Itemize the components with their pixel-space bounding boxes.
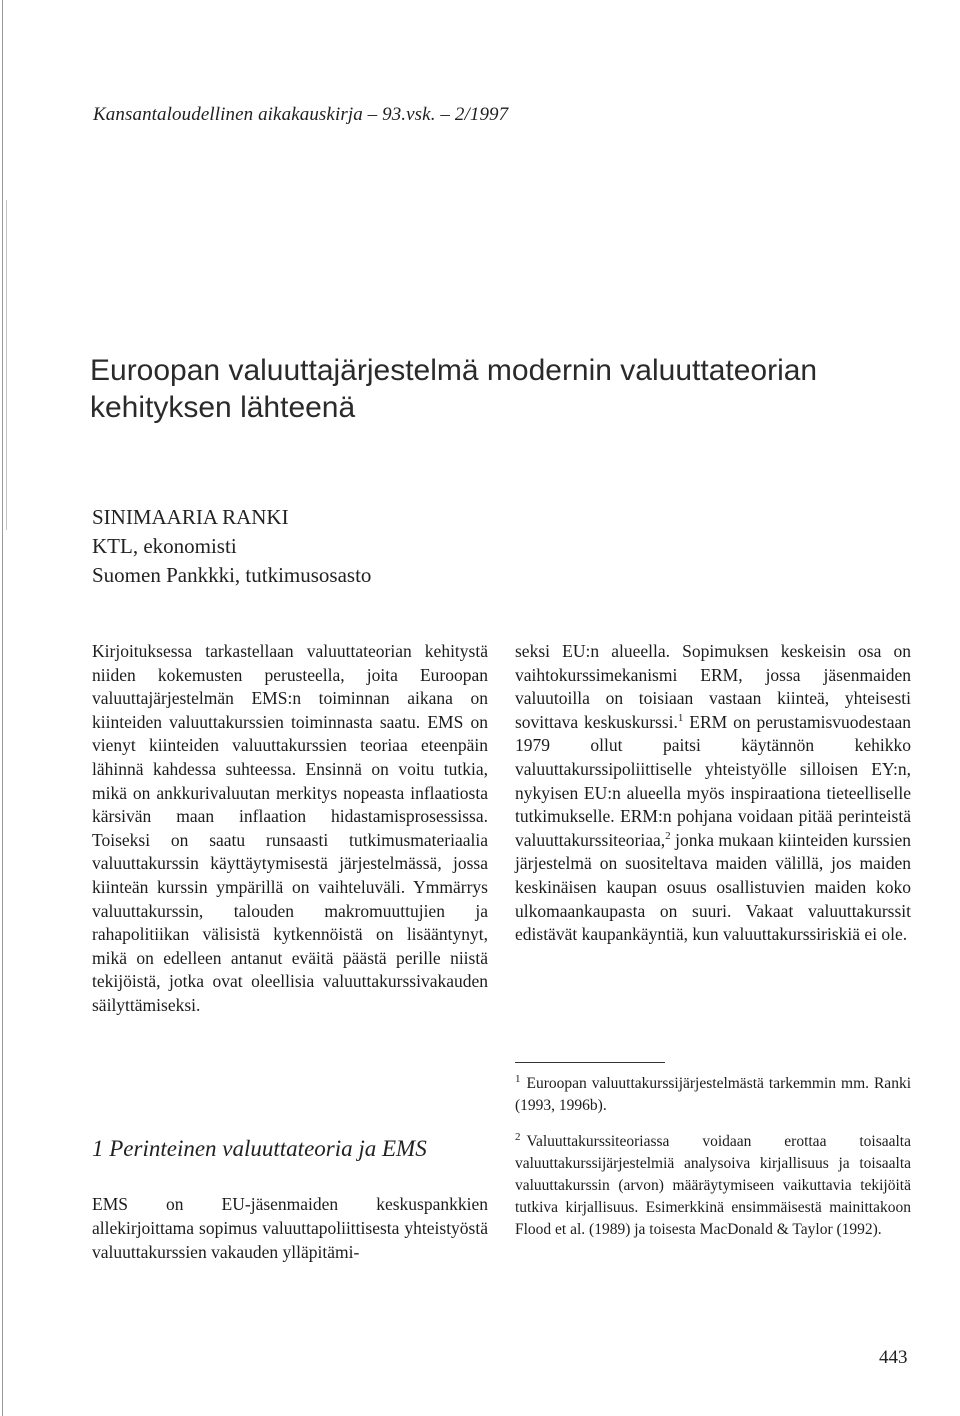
footnote-text: Valuuttakurssiteoriassa voidaan erottaa toisaalta valuuttakurssijärjestelmiä analysoiva kirjallisuus ja toisaalta valuuttakurssin (arvon) määräytymiseen vaikuttavia tekijöitä tutkiva kirjallisuus. Esimerkkinä ensimmäisestä mainittakoon Flood et al. (1989) ja toisesta MacDonald & Taylor (1992). <box>515 1133 911 1238</box>
footnote-mark: 2 <box>515 1130 521 1143</box>
section-paragraph: EMS on EU-jäsenmaiden keskuspankkien allekirjoittama sopimus valuuttapoliittisesta yhteistyöstä valuuttakurssien vakauden ylläpitämi- <box>92 1194 488 1262</box>
author-affiliation: Suomen Pankkki, tutkimusosasto <box>92 563 372 587</box>
paragraph-text-part: jonka mukaan kiinteiden kurssien järjestelmä on suositeltava maiden välillä, jos maiden keskinäisen kaupan osuus osallistuvien maiden koko ulkomaankaupasta on suuri. Vakaat valuuttakurssit edistävät kaupankäyntiä, kun valuuttakurssiriskiä ei ole. <box>515 829 911 945</box>
right-column-paragraph <box>515 640 911 947</box>
right-column <box>515 640 911 947</box>
footnote <box>515 1131 911 1241</box>
author-block <box>92 503 371 590</box>
scan-edge-line <box>6 200 7 530</box>
journal-header: Kansantaloudellinen aikakauskirja – 93.vsk. – 2/1997 <box>93 104 509 125</box>
footnote-reference[interactable]: 2 <box>665 829 671 842</box>
abstract-column <box>92 640 488 1018</box>
page-number: 443 <box>879 1347 908 1368</box>
scan-edge-line <box>2 0 3 1416</box>
section-heading: 1 Perinteinen valuuttateoria ja EMS <box>92 1136 427 1161</box>
footnote-divider <box>515 1062 665 1063</box>
footnote-reference[interactable]: 1 <box>677 711 684 724</box>
section-body <box>92 1192 488 1264</box>
author-position: KTL, ekonomisti <box>92 534 237 558</box>
paragraph-text-part: ERM on perustamisvuodestaan 1979 ollut paitsi käytännön kehikko valuuttakurssipoliittiselle yhteistyölle silloisen EY:n, nykyisen EU:n alueella myös inspiraationa tieteelliselle tutkimukselle. ERM:n pohjana voidaan pitää perinteistä valuuttakurssiteoriaa, <box>515 711 911 850</box>
abstract-text: Kirjoituksessa tarkastellaan valuuttateorian kehitystä niiden kokemusten perusteella, joita Euroopan valuuttajärjestelmän EMS:n toiminnan aikana on kiinteiden valuuttakurssien toiminnasta saatu. EMS on vienyt kiinteiden valuuttakurssien teoriaa eteenpäin lähinnä kahdessa suhteessa. Ensinnä on voitu tutkia, mikä on ankkurivaluutan merkitys nopeasta inflaatiosta kärsivän maan inflaation hidastamisprosessissa. Toiseksi on saatu runsaasti tutkimusmateriaalia valuuttakurssin käyttäytymisestä järjestelmässä, jossa kiinteän kurssin ympärillä on vaihteluväli. Ymmärrys valuuttakurssin, talouden makromuuttujien ja rahapolitiikan välisistä kytkennöistä on lisääntynyt, mikä on edelleen antanut eväitä päästä perille niistä tekijöistä, jotka ovat oleellisia valuuttakurssivakauden säilyttämiseksi. <box>92 641 488 1015</box>
footnotes <box>515 1073 911 1255</box>
article-title: Euroopan valuuttajärjestelmä modernin valuuttateorian kehityksen lähteenä <box>90 354 818 424</box>
footnote-mark: 1 <box>515 1072 521 1085</box>
footnote <box>515 1073 911 1117</box>
footnote-text: Euroopan valuuttakurssijärjestelmästä tarkemmin mm. Ranki (1993, 1996b). <box>515 1075 911 1114</box>
author-name: SINIMAARIA RANKI <box>92 505 289 529</box>
paragraph-text-part: seksi EU:n alueella. Sopimuksen keskeisin osa on vaihtokurssimekanismi ERM, jossa jäsenmaiden valuutoilla on toisiaan vastaan kiinteä, yhteisesti sovittava keskuskurssi. <box>515 641 911 732</box>
